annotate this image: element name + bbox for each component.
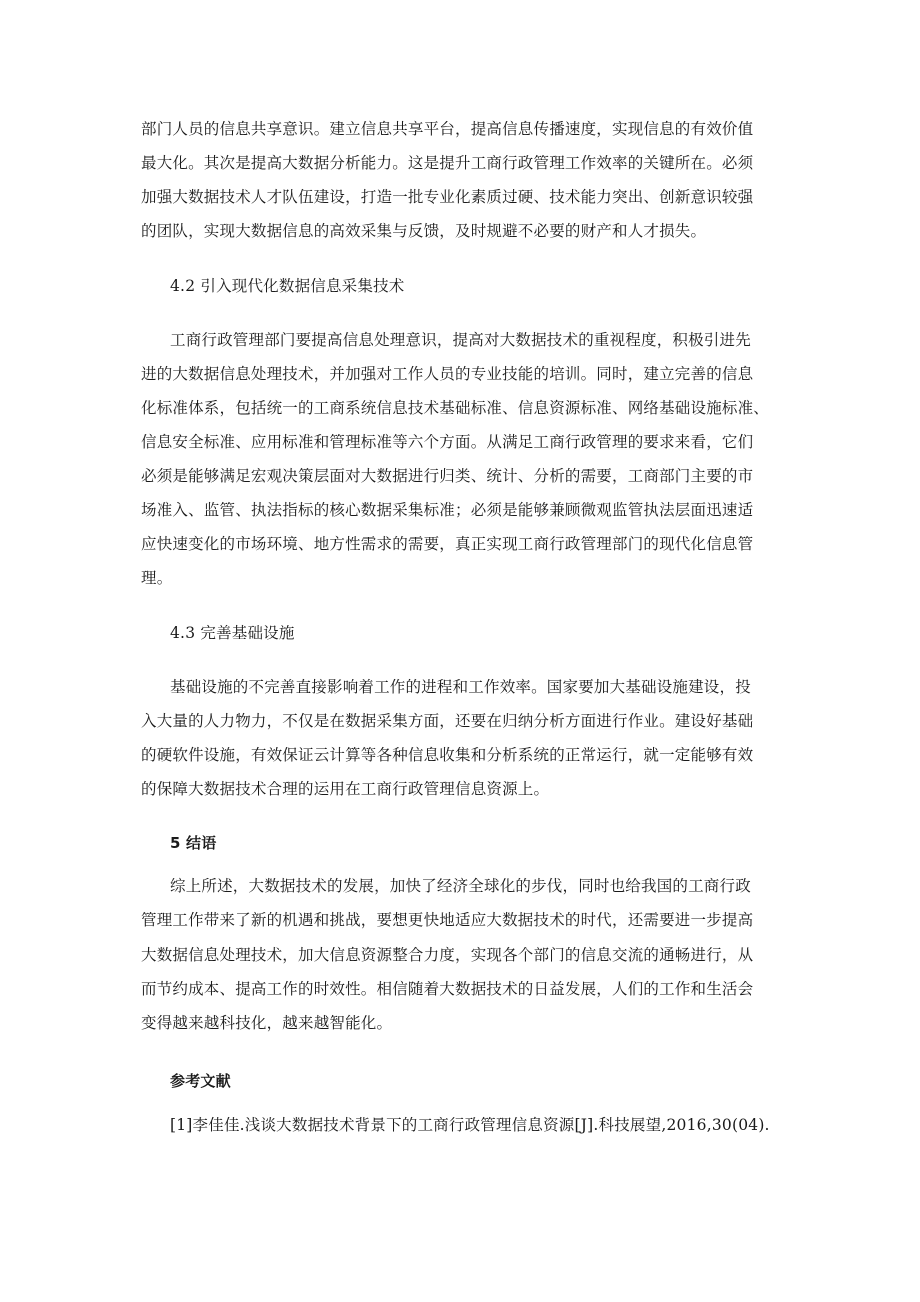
reference-item: [1]李佳佳.浅谈大数据技术背景下的工商行政管理信息资源[J].科技展望,2016,30(04). — [170, 1116, 770, 1134]
paragraph-line: 最大化。其次是提高大数据分析能力。这是提升工商行政管理工作效率的关键所在。必须 — [141, 154, 754, 172]
paragraph-line: 必须是能够满足宏观决策层面对大数据进行归类、统计、分析的需要，工商部门主要的市 — [141, 467, 754, 485]
paragraph-line: 而节约成本、提高工作的时效性。相信随着大数据技术的日益发展，人们的工作和生活会 — [141, 980, 754, 998]
paragraph-line: 部门人员的信息共享意识。建立信息共享平台，提高信息传播速度，实现信息的有效价值 — [141, 120, 754, 138]
paragraph-line: 入大量的人力物力，不仅是在数据采集方面，还要在归纳分析方面进行作业。建设好基础 — [141, 712, 754, 730]
paragraph-line: 的保障大数据技术合理的运用在工商行政管理信息资源上。 — [141, 780, 550, 798]
paragraph-line: 管理工作带来了新的机遇和挑战，要想更快地适应大数据技术的时代，还需要进一步提高 — [141, 911, 754, 929]
paragraph-line: 信息安全标准、应用标准和管理标准等六个方面。从满足工商行政管理的要求来看，它们 — [141, 433, 754, 451]
section-heading: 4.2 引入现代化数据信息采集技术 — [170, 277, 405, 295]
paragraph-line: 进的大数据信息处理技术，并加强对工作人员的专业技能的培训。同时，建立完善的信息 — [141, 365, 754, 383]
paragraph-line: 基础设施的不完善直接影响着工作的进程和工作效率。国家要加大基础设施建设，投 — [170, 678, 751, 696]
paragraph-line: 的团队，实现大数据信息的高效采集与反馈，及时规避不必要的财产和人才损失。 — [141, 222, 707, 240]
paragraph-line: 综上所述，大数据技术的发展，加快了经济全球化的步伐，同时也给我国的工商行政 — [170, 877, 751, 895]
paragraph-line: 理。 — [141, 569, 173, 587]
paragraph-line: 化标准体系，包括统一的工商系统信息技术基础标准、信息资源标准、网络基础设施标准、 — [141, 399, 770, 417]
paragraph-line: 的硬软件设施，有效保证云计算等各种信息收集和分析系统的正常运行，就一定能够有效 — [141, 746, 754, 764]
paragraph-line: 工商行政管理部门要提高信息处理意识，提高对大数据技术的重视程度，积极引进先 — [170, 331, 751, 349]
paragraph-line: 加强大数据技术人才队伍建设，打造一批专业化素质过硬、技术能力突出、创新意识较强 — [141, 188, 754, 206]
references-heading: 参考文献 — [170, 1072, 231, 1090]
section-heading: 5 结语 — [170, 834, 217, 852]
paragraph-line: 应快速变化的市场环境、地方性需求的需要，真正实现工商行政管理部门的现代化信息管 — [141, 535, 754, 553]
paragraph-line: 变得越来越科技化，越来越智能化。 — [141, 1014, 393, 1032]
section-heading: 4.3 完善基础设施 — [170, 624, 295, 642]
paragraph-line: 场准入、监管、执法指标的核心数据采集标准；必须是能够兼顾微观监管执法层面迅速适 — [141, 501, 754, 519]
paragraph-line: 大数据信息处理技术，加大信息资源整合力度，实现各个部门的信息交流的通畅进行，从 — [141, 946, 754, 964]
